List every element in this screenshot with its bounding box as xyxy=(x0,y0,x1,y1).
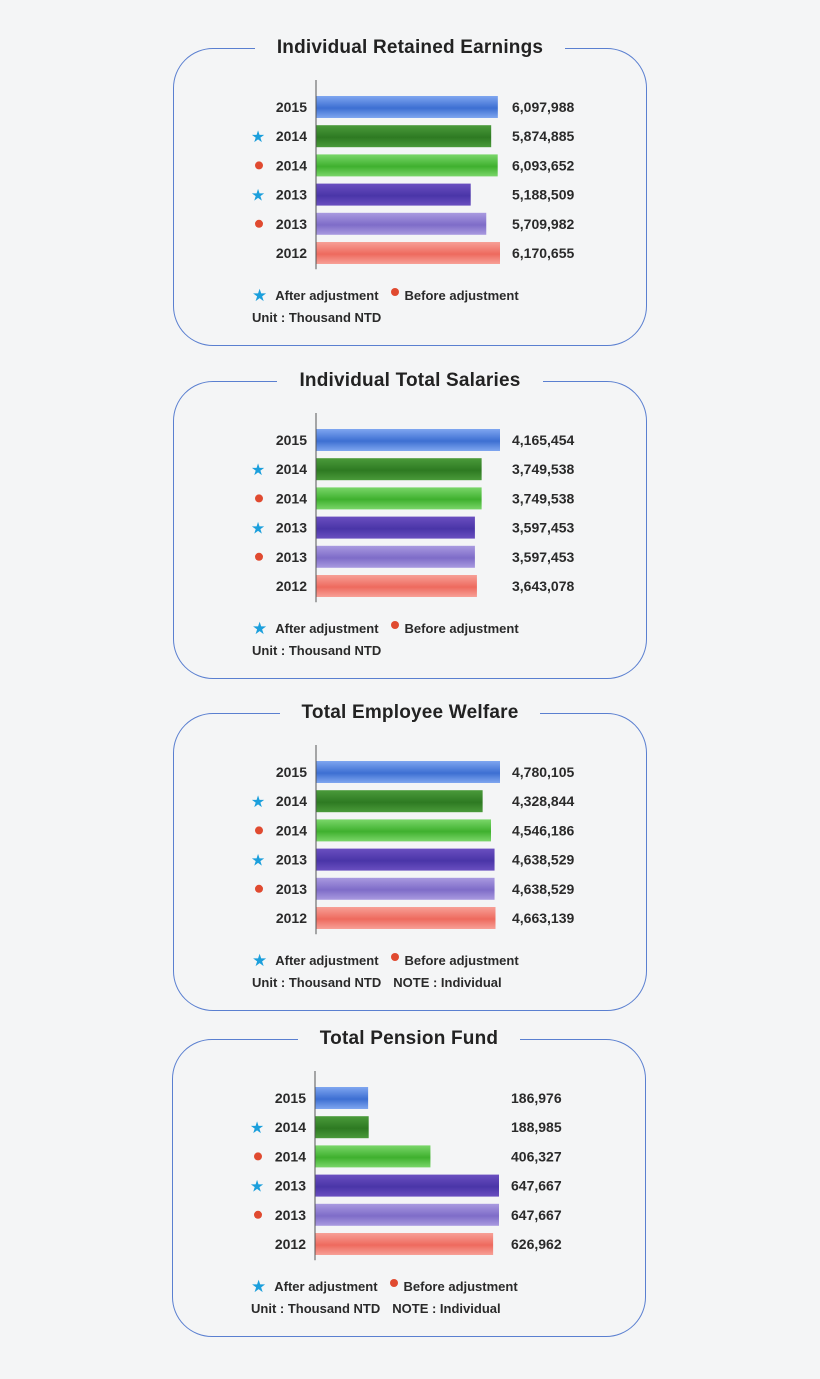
star-icon: ★ xyxy=(252,285,268,305)
data-label: 5,188,509 xyxy=(512,186,575,203)
chart-title: Total Pension Fund xyxy=(298,1028,520,1049)
data-label: 4,638,529 xyxy=(512,851,575,868)
note-label: NOTE : Individual xyxy=(392,1300,501,1316)
bar xyxy=(316,125,491,147)
legend-before-label: Before adjustment xyxy=(404,952,519,968)
star-icon: ★ xyxy=(250,187,266,205)
data-label: 647,667 xyxy=(511,1177,562,1194)
data-label: 186,976 xyxy=(511,1090,562,1106)
dot-icon xyxy=(390,1279,398,1287)
star-icon: ★ xyxy=(251,1276,267,1296)
data-label: 4,663,139 xyxy=(512,910,575,926)
data-label: 3,597,453 xyxy=(512,519,575,536)
bar xyxy=(316,546,475,568)
data-label: 4,780,105 xyxy=(512,764,575,780)
star-icon: ★ xyxy=(252,950,268,970)
dot-icon xyxy=(254,1152,262,1160)
dot-icon xyxy=(391,953,399,961)
category-label: 2013 xyxy=(275,519,307,536)
bar xyxy=(315,1233,493,1255)
legend-after-label: After adjustment xyxy=(275,952,379,968)
star-icon: ★ xyxy=(249,1178,265,1196)
category-label: 2013 xyxy=(275,880,307,897)
bar xyxy=(315,1116,369,1138)
unit-label: Unit : Thousand NTD xyxy=(252,642,382,658)
bar xyxy=(315,1175,499,1197)
chart-legend xyxy=(252,285,519,327)
unit-label: Unit : Thousand NTD xyxy=(252,974,382,990)
category-label: 2012 xyxy=(275,578,307,594)
legend-before-label: Before adjustment xyxy=(404,620,519,636)
category-label: 2012 xyxy=(275,910,307,926)
bar xyxy=(315,1087,368,1109)
category-label: 2013 xyxy=(274,1177,306,1194)
bar xyxy=(315,1145,430,1167)
category-label: 2015 xyxy=(275,764,307,780)
bar xyxy=(315,1204,499,1226)
data-label: 4,328,844 xyxy=(512,793,575,810)
data-label: 6,170,655 xyxy=(512,245,575,261)
data-label: 6,093,652 xyxy=(512,157,575,174)
data-label: 406,327 xyxy=(511,1148,562,1165)
bar xyxy=(316,429,500,451)
data-label: 188,985 xyxy=(511,1119,562,1136)
category-label: 2015 xyxy=(275,432,307,448)
category-label: 2012 xyxy=(274,1236,306,1252)
note-label: NOTE : Individual xyxy=(393,974,502,990)
bar xyxy=(316,213,486,235)
dot-icon xyxy=(391,288,399,296)
dot-icon xyxy=(255,885,263,893)
chart-legend xyxy=(252,618,519,660)
category-label: 2014 xyxy=(275,490,307,507)
data-label: 4,546,186 xyxy=(512,822,575,839)
category-label: 2013 xyxy=(275,215,307,232)
chart-title: Total Employee Welfare xyxy=(280,702,541,723)
chart-legend xyxy=(252,950,519,992)
bar xyxy=(316,242,500,264)
category-label: 2012 xyxy=(275,245,307,261)
data-label: 626,962 xyxy=(511,1236,562,1252)
bar xyxy=(316,487,482,509)
data-label: 6,097,988 xyxy=(512,99,575,115)
chart-legend xyxy=(251,1276,518,1318)
category-label: 2015 xyxy=(274,1090,306,1106)
bar xyxy=(316,878,495,900)
category-label: 2014 xyxy=(274,1119,306,1136)
bar xyxy=(316,517,475,539)
chart-title: Individual Total Salaries xyxy=(277,370,542,391)
category-label: 2014 xyxy=(275,157,307,174)
legend-before-label: Before adjustment xyxy=(403,1278,518,1294)
bar xyxy=(316,575,477,597)
dot-icon xyxy=(391,621,399,629)
star-icon: ★ xyxy=(250,462,266,480)
chart-title: Individual Retained Earnings xyxy=(255,37,565,58)
dot-icon xyxy=(254,1211,262,1219)
bar xyxy=(316,907,495,929)
category-label: 2014 xyxy=(275,822,307,839)
bar xyxy=(316,96,498,118)
category-label: 2013 xyxy=(275,851,307,868)
data-label: 4,638,529 xyxy=(512,880,575,897)
data-label: 3,749,538 xyxy=(512,490,575,507)
legend-before-label: Before adjustment xyxy=(404,287,519,303)
data-label: 5,709,982 xyxy=(512,215,575,232)
category-label: 2014 xyxy=(275,793,307,810)
dot-icon xyxy=(255,553,263,561)
category-label: 2014 xyxy=(275,128,307,145)
star-icon: ★ xyxy=(250,520,266,538)
dot-icon xyxy=(255,161,263,169)
dot-icon xyxy=(255,220,263,228)
category-label: 2014 xyxy=(274,1148,306,1165)
bar xyxy=(316,790,483,812)
category-label: 2013 xyxy=(275,548,307,565)
star-icon: ★ xyxy=(250,794,266,812)
star-icon: ★ xyxy=(252,618,268,638)
dot-icon xyxy=(255,494,263,502)
data-label: 5,874,885 xyxy=(512,128,575,145)
category-label: 2013 xyxy=(274,1206,306,1223)
chart-panel-pension-fund xyxy=(172,1028,646,1337)
data-label: 4,165,454 xyxy=(512,432,575,448)
bar xyxy=(316,819,491,841)
unit-label: Unit : Thousand NTD xyxy=(251,1300,381,1316)
bar xyxy=(316,761,500,783)
data-label: 3,597,453 xyxy=(512,548,575,565)
legend-after-label: After adjustment xyxy=(274,1278,378,1294)
data-label: 647,667 xyxy=(511,1206,562,1223)
star-icon: ★ xyxy=(250,852,266,870)
chart-panel-total-salaries xyxy=(173,370,647,679)
chart-panel-retained-earnings xyxy=(173,37,647,346)
legend-after-label: After adjustment xyxy=(275,620,379,636)
data-label: 3,643,078 xyxy=(512,578,575,594)
dot-icon xyxy=(255,826,263,834)
unit-label: Unit : Thousand NTD xyxy=(252,309,382,325)
bar xyxy=(316,154,498,176)
data-label: 3,749,538 xyxy=(512,461,575,478)
bar xyxy=(316,458,482,480)
star-icon: ★ xyxy=(250,129,266,147)
chart-panel-employee-welfare xyxy=(173,702,647,1011)
star-icon: ★ xyxy=(249,1120,265,1138)
category-label: 2015 xyxy=(275,99,307,115)
category-label: 2014 xyxy=(275,461,307,478)
bar xyxy=(316,849,495,871)
legend-after-label: After adjustment xyxy=(275,287,379,303)
bar xyxy=(316,184,471,206)
category-label: 2013 xyxy=(275,186,307,203)
